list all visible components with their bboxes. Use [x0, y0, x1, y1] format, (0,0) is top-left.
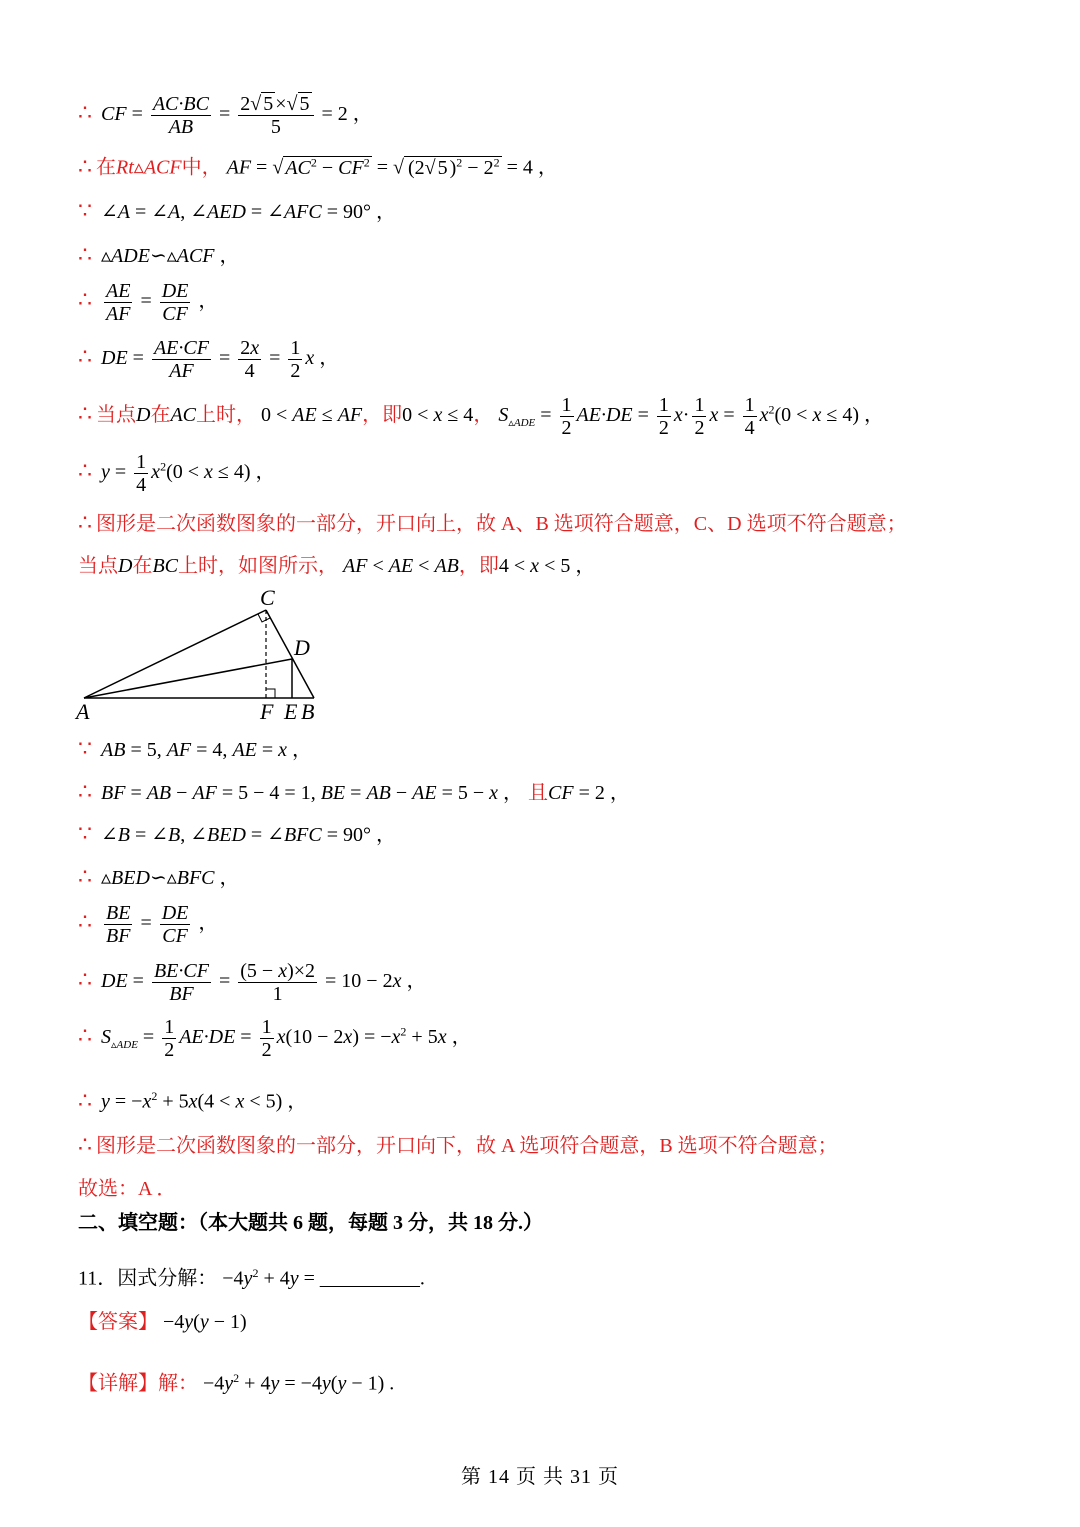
step-ratio-b: ∴ $\frac{BE}{BF}$ = $\frac{DE}{CF}$ ， [78, 902, 219, 947]
segment-ad [84, 659, 292, 698]
answer-choice: 故选：A ． [78, 1178, 177, 1200]
question-11: 11．因式分解： $-4y^2 + 4y$ = __________. [78, 1266, 425, 1290]
label-c: C [260, 585, 275, 610]
step-bf-be: ∴ BF = AB − AF = 5 − 4 = 1, BE = AB − AE = 5 − x ， 且CF = 2 ， [78, 779, 630, 804]
section-title: 二、填空题：（本大题共 6 题，每题 3 分，共 18 分.） [78, 1212, 543, 1234]
step-case2-intro: 当点D在BC上时，如图所示， AF < AE < AB，即4 < x < 5 ， [78, 555, 596, 577]
step-angles: ∵ ∠A = ∠A, ∠AED = ∠AFC = 90° ， [78, 198, 397, 223]
right-angle-mark-f [266, 689, 275, 698]
label-b: B [301, 699, 315, 724]
step-similar: ∴ ▵ADE∽▵ACF ， [78, 242, 240, 267]
step-cf-value: ∴ CF = $\frac{AC\cdot BC}{AB}$ = $\frac{2√ 5 \times√ 5}{5}$ = 2 ， [78, 93, 373, 138]
label-f: F [260, 699, 274, 724]
label-e: E [284, 699, 298, 724]
label-d: D [294, 635, 310, 660]
step-given-lengths: ∵ AB = 5, AF = 4, AE = x ， [78, 736, 313, 761]
step-case2-y: ∴ $y = -x^2 + 5x(4 < x < 5)$ ， [78, 1087, 308, 1113]
triangle-diagram [70, 585, 330, 727]
step-ratio: ∴ $\frac{AE}{AF}$ = $\frac{DE}{CF}$ ， [78, 280, 219, 325]
step-angles-b: ∵ ∠B = ∠B, ∠BED = ∠BFC = 90° ， [78, 821, 397, 846]
step-de: ∴ DE = $\frac{AE\cdot CF}{AF}$ = $\frac{2x}{4}$ = $\frac{1}{2}$ x ， [78, 337, 340, 382]
step-case1-conclusion: ∴ 图形是二次函数图象的一部分，开口向上，故 A、B 选项符合题意，C、D 选项不符合题意； [78, 510, 907, 535]
step-case2-conclusion: ∴ 图形是二次函数图象的一部分，开口向下，故 A 选项符合题意，B 选项不符合题意； [78, 1132, 838, 1157]
step-af-value: ∴ 在Rt▵ACF中， AF = √ $AC^2 - CF^2$ = √ (2√ 5 )$^2 - 2^2 = 4$ ， [78, 153, 558, 179]
detail-line: 【详解】解： $-4y^2 + 4y = -4y(y - 1)$ . [78, 1371, 395, 1395]
step-de-b: ∴ DE = $\frac{BE\cdot CF}{BF}$ = $\frac{(5 - x)\times 2}{1}$ = 10 − 2x ， [78, 960, 427, 1005]
segment-ac [84, 610, 266, 698]
answer-line: 【答案】 −4y(y − 1) [78, 1311, 247, 1333]
page-footer: 第 14 页 共 31 页 [461, 1466, 619, 1488]
step-case1-area: ∴ 当点D在AC上时， 0 < AE ≤ AF，即0 < x ≤ 4， $S_{▵ADE}$ = $\frac{1}{2}$ AE·DE = $\frac{1}{2}$ x· $\frac{1}{2}$ x = $\frac{1}{4}$ $x^2(0 < x \le 4)$ ， [78, 394, 884, 439]
step-case2-area: ∴ $S_{▵ADE}$ = $\frac{1}{2}$ AE·DE = $\frac{1}{2}$ $x(10 - 2x) = -x^2 + 5x$ ， [78, 1016, 472, 1061]
step-similar-b: ∴ ▵BED∽▵BFC ， [78, 864, 240, 889]
label-a: A [76, 699, 90, 724]
step-case1-y: ∴ y = $\frac{1}{4}$ $x^2(0 < x \le 4)$ ， [78, 451, 276, 496]
